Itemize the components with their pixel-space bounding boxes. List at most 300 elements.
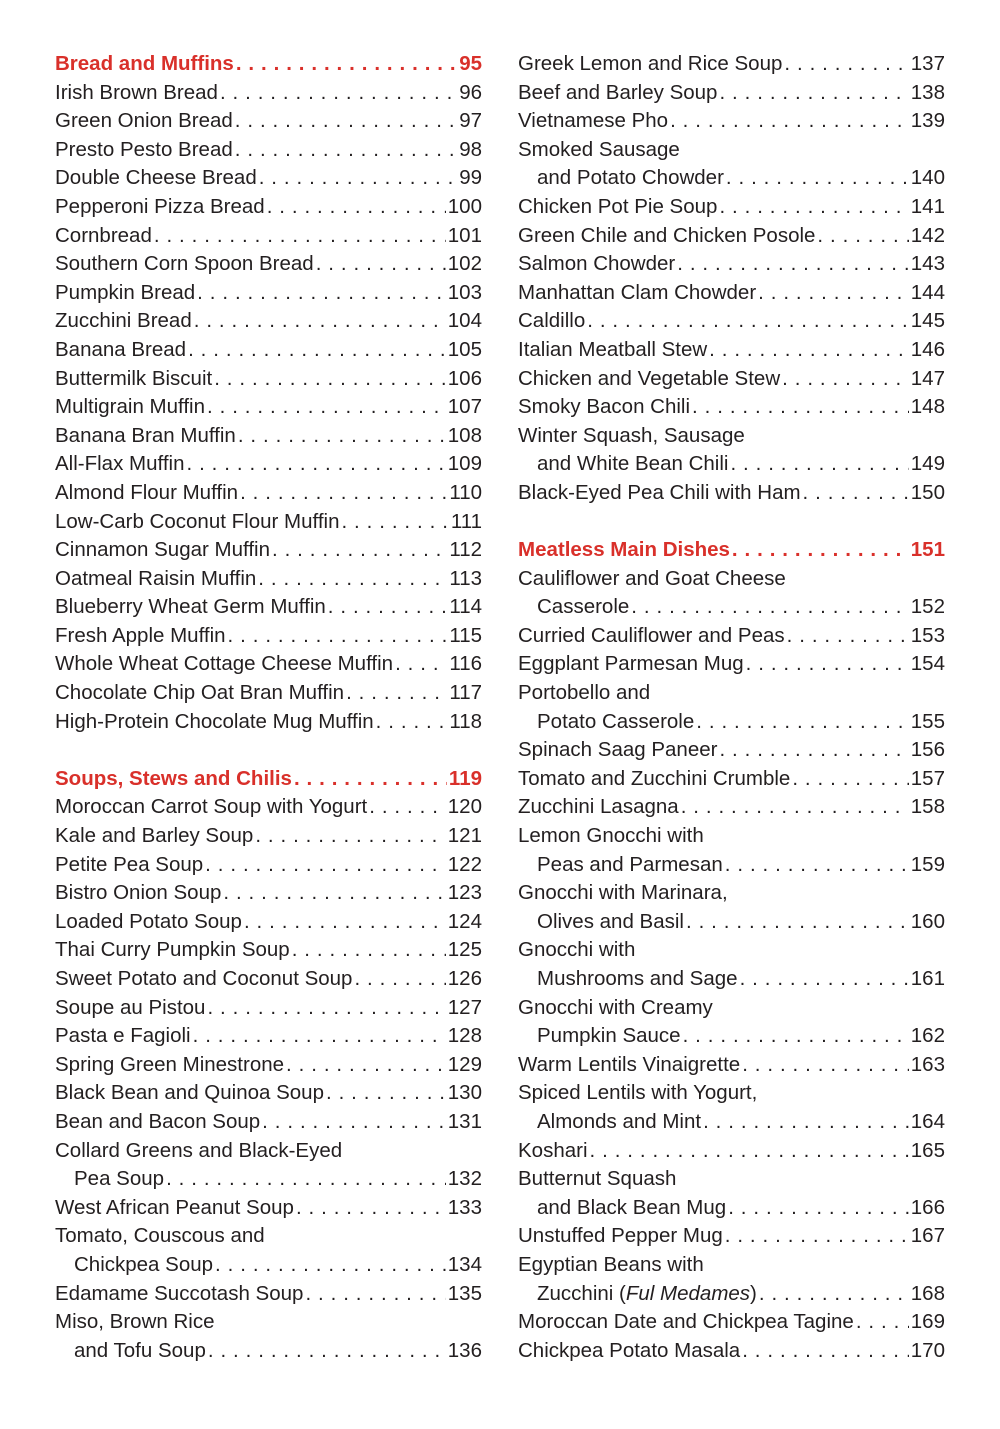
dot-leader bbox=[376, 708, 448, 737]
entry-title: Olives and Basil bbox=[537, 909, 684, 933]
entry-title: Pasta e Fagioli bbox=[55, 1024, 191, 1048]
toc-entry bbox=[55, 1222, 482, 1251]
entry-title: Bean and Bacon Soup bbox=[55, 1109, 261, 1133]
page-number: 156 bbox=[910, 738, 945, 762]
entry-title: Chickpea Soup bbox=[74, 1252, 214, 1276]
page-number: 104 bbox=[447, 309, 482, 333]
toc-entry bbox=[55, 1251, 482, 1280]
toc-entry bbox=[55, 1079, 482, 1108]
dot-leader bbox=[686, 908, 909, 937]
entry-title: and White Bean Chili bbox=[537, 452, 729, 476]
dot-leader bbox=[259, 164, 457, 193]
dot-leader bbox=[208, 1337, 446, 1366]
page-number: 162 bbox=[910, 1024, 945, 1048]
page-number: 112 bbox=[449, 538, 482, 562]
page-number: 141 bbox=[910, 194, 945, 218]
toc-entry bbox=[55, 307, 482, 336]
toc-entry bbox=[55, 908, 482, 937]
dot-leader bbox=[207, 393, 446, 422]
toc-entry bbox=[518, 479, 945, 508]
dot-leader bbox=[292, 936, 446, 965]
toc-entry bbox=[55, 365, 482, 394]
toc-entry bbox=[518, 1280, 945, 1309]
page-number: 128 bbox=[447, 1024, 482, 1048]
page-number: 122 bbox=[447, 852, 482, 876]
dot-leader bbox=[740, 965, 909, 994]
page-number: 134 bbox=[447, 1252, 482, 1276]
entry-title: Italian Meatball Stew bbox=[518, 337, 708, 361]
entry-title: Soupe au Pistou bbox=[55, 995, 206, 1019]
toc-entry bbox=[518, 936, 945, 965]
toc-entry bbox=[518, 565, 945, 594]
dot-leader bbox=[719, 193, 908, 222]
dot-leader bbox=[395, 650, 447, 679]
entry-title: Tomato and Zucchini Crumble bbox=[518, 766, 791, 790]
page-number: 145 bbox=[910, 309, 945, 333]
entry-title: Greek Lemon and Rice Soup bbox=[518, 52, 783, 75]
dot-leader bbox=[244, 908, 446, 937]
page-number: 125 bbox=[447, 938, 482, 962]
entry-title: Portobello and bbox=[518, 681, 651, 705]
toc-entry bbox=[55, 994, 482, 1023]
page-number: 144 bbox=[910, 280, 945, 304]
entry-title: Loaded Potato Soup bbox=[55, 909, 242, 933]
page-number: 148 bbox=[910, 395, 945, 419]
dot-leader bbox=[215, 1251, 446, 1280]
entry-title: Caldillo bbox=[518, 309, 586, 333]
page-number: 151 bbox=[910, 538, 945, 562]
dot-leader bbox=[670, 107, 909, 136]
toc-entry bbox=[55, 136, 482, 165]
dot-leader bbox=[590, 1137, 909, 1166]
page-number: 97 bbox=[459, 109, 482, 133]
toc-entry bbox=[55, 936, 482, 965]
toc-entry bbox=[55, 164, 482, 193]
dot-leader bbox=[188, 336, 446, 365]
page-number: 126 bbox=[447, 967, 482, 990]
dot-leader bbox=[587, 307, 909, 336]
dot-leader bbox=[677, 250, 909, 279]
toc-entry bbox=[55, 508, 482, 537]
toc-entry bbox=[518, 822, 945, 851]
dot-leader bbox=[725, 851, 909, 880]
dot-leader bbox=[719, 79, 908, 108]
entry-title: Blueberry Wheat Germ Muffin bbox=[55, 595, 326, 619]
entry-title: Spiced Lentils with Yogurt, bbox=[518, 1081, 758, 1105]
entry-title: Chickpea Potato Masala bbox=[518, 1338, 741, 1362]
page-number: 116 bbox=[449, 652, 482, 676]
entry-title: Zucchini (Ful Medames) bbox=[537, 1281, 757, 1305]
entry-title: Zucchini Bread bbox=[55, 309, 192, 333]
entry-title: Pumpkin Bread bbox=[55, 280, 196, 304]
page-number: 154 bbox=[910, 652, 945, 676]
dot-leader bbox=[166, 1165, 446, 1194]
entry-title: Black Bean and Quinoa Soup bbox=[55, 1081, 324, 1105]
dot-leader bbox=[369, 793, 446, 822]
dot-leader bbox=[197, 279, 446, 308]
dot-leader bbox=[328, 593, 448, 622]
dot-leader bbox=[803, 479, 909, 508]
toc-entry bbox=[518, 1194, 945, 1223]
entry-title: Fresh Apple Muffin bbox=[55, 623, 226, 647]
entry-title: Bistro Onion Soup bbox=[55, 881, 222, 905]
toc-entry bbox=[518, 393, 945, 422]
toc-entry bbox=[518, 679, 945, 708]
page-number: 158 bbox=[910, 795, 945, 819]
page-number: 132 bbox=[447, 1167, 482, 1191]
dot-leader bbox=[817, 222, 908, 251]
entry-title: Curried Cauliflower and Peas bbox=[518, 623, 785, 647]
toc-entry bbox=[518, 450, 945, 479]
page-number: 103 bbox=[447, 280, 482, 304]
toc-entry bbox=[55, 1108, 482, 1137]
page-number: 95 bbox=[459, 52, 482, 75]
toc-entry bbox=[55, 450, 482, 479]
dot-leader bbox=[294, 765, 447, 794]
page-number: 100 bbox=[447, 194, 482, 218]
toc-entry bbox=[518, 793, 945, 822]
toc-entry bbox=[518, 136, 945, 165]
dot-leader bbox=[784, 50, 908, 79]
section-spacer bbox=[55, 736, 482, 765]
dot-leader bbox=[792, 765, 908, 794]
toc-entry bbox=[518, 1108, 945, 1137]
toc-section-heading bbox=[518, 536, 945, 565]
toc-entry bbox=[55, 679, 482, 708]
toc-entry bbox=[518, 908, 945, 937]
entry-title: Almond Flour Muffin bbox=[55, 480, 239, 504]
dot-leader bbox=[240, 479, 447, 508]
dot-leader bbox=[732, 536, 909, 565]
toc-entry bbox=[518, 107, 945, 136]
dot-leader bbox=[681, 793, 909, 822]
page-number: 152 bbox=[910, 595, 945, 619]
toc-entry bbox=[55, 708, 482, 737]
dot-leader bbox=[326, 1079, 446, 1108]
toc-entry bbox=[55, 336, 482, 365]
page-number: 111 bbox=[450, 509, 482, 533]
page-number: 113 bbox=[449, 566, 482, 590]
toc-entry bbox=[55, 851, 482, 880]
toc-entry bbox=[518, 994, 945, 1023]
dot-leader bbox=[228, 622, 448, 651]
dot-leader bbox=[746, 650, 909, 679]
toc-entry bbox=[518, 736, 945, 765]
toc-entry bbox=[55, 107, 482, 136]
entry-title: Green Onion Bread bbox=[55, 109, 233, 133]
entry-title: Meatless Main Dishes bbox=[518, 538, 730, 562]
toc-entry bbox=[518, 965, 945, 994]
toc-entry bbox=[55, 422, 482, 451]
page-number: 138 bbox=[910, 80, 945, 104]
toc-entry bbox=[518, 50, 945, 79]
entry-title: Buttermilk Biscuit bbox=[55, 366, 213, 390]
toc-entry bbox=[55, 650, 482, 679]
toc-entry bbox=[518, 1251, 945, 1280]
toc-entry bbox=[518, 622, 945, 651]
toc-entry bbox=[518, 765, 945, 794]
entry-title: Smoked Sausage bbox=[518, 137, 680, 161]
dot-leader bbox=[703, 1108, 909, 1137]
page-number: 101 bbox=[447, 223, 482, 247]
page-number: 140 bbox=[910, 166, 945, 190]
entry-title: Double Cheese Bread bbox=[55, 166, 257, 190]
entry-title: Banana Bran Muffin bbox=[55, 423, 236, 447]
dot-leader bbox=[223, 879, 445, 908]
dot-leader bbox=[719, 736, 908, 765]
page-number: 159 bbox=[910, 852, 945, 876]
dot-leader bbox=[235, 136, 457, 165]
entry-title: Pumpkin Sauce bbox=[537, 1024, 681, 1048]
toc-entry bbox=[518, 250, 945, 279]
page-number: 115 bbox=[449, 623, 482, 647]
entry-title: Egyptian Beans with bbox=[518, 1252, 704, 1276]
entry-title: Southern Corn Spoon Bread bbox=[55, 252, 314, 276]
entry-title: and Potato Chowder bbox=[537, 166, 724, 190]
entry-title: Pea Soup bbox=[74, 1167, 165, 1191]
dot-leader bbox=[725, 1222, 909, 1251]
entry-title: Zucchini Lasagna bbox=[518, 795, 679, 819]
entry-title: Cornbread bbox=[55, 223, 152, 247]
dot-leader bbox=[759, 1280, 909, 1309]
page-number: 161 bbox=[910, 967, 945, 990]
page-number: 169 bbox=[910, 1310, 945, 1334]
page-number: 157 bbox=[910, 766, 945, 790]
entry-title: Moroccan Carrot Soup with Yogurt bbox=[55, 795, 368, 819]
toc-entry bbox=[518, 1337, 945, 1366]
entry-title: Gnocchi with Marinara, bbox=[518, 881, 728, 905]
page-number: 139 bbox=[910, 109, 945, 133]
page-number: 170 bbox=[910, 1338, 945, 1362]
entry-title: Potato Casserole bbox=[537, 709, 695, 733]
toc-entry bbox=[55, 1280, 482, 1309]
dot-leader bbox=[709, 336, 909, 365]
page-number: 99 bbox=[459, 166, 482, 190]
entry-title: Chicken and Vegetable Stew bbox=[518, 366, 781, 390]
entry-title: Sweet Potato and Coconut Soup bbox=[55, 967, 353, 990]
entry-title: Winter Squash, Sausage bbox=[518, 423, 745, 447]
toc-entry bbox=[55, 1137, 482, 1166]
toc-entry bbox=[55, 1337, 482, 1366]
entry-title: Unstuffed Pepper Mug bbox=[518, 1224, 723, 1248]
toc-entry bbox=[518, 279, 945, 308]
toc-entry bbox=[55, 793, 482, 822]
dot-leader bbox=[154, 222, 446, 251]
entry-title: Miso, Brown Rice bbox=[55, 1310, 215, 1334]
entry-title: Casserole bbox=[537, 595, 630, 619]
page-number: 117 bbox=[449, 681, 482, 705]
page-number: 133 bbox=[447, 1195, 482, 1219]
dot-leader bbox=[193, 1022, 446, 1051]
entry-title: Pepperoni Pizza Bread bbox=[55, 194, 265, 218]
dot-leader bbox=[258, 565, 447, 594]
entry-title: Cinnamon Sugar Muffin bbox=[55, 538, 270, 562]
entry-title: Spring Green Minestrone bbox=[55, 1052, 285, 1076]
dot-leader bbox=[207, 994, 445, 1023]
entry-title: Whole Wheat Cottage Cheese Muffin bbox=[55, 652, 394, 676]
page-number: 129 bbox=[447, 1052, 482, 1076]
entry-title: Bread and Muffins bbox=[55, 52, 234, 75]
toc-entry bbox=[55, 79, 482, 108]
page-number: 107 bbox=[447, 395, 482, 419]
toc-entry bbox=[55, 536, 482, 565]
page-number: 131 bbox=[447, 1109, 482, 1133]
page-number: 123 bbox=[447, 881, 482, 905]
entry-title: Cauliflower and Goat Cheese bbox=[518, 566, 786, 590]
page-number: 124 bbox=[447, 909, 482, 933]
toc-entry bbox=[55, 965, 482, 994]
dot-leader bbox=[220, 79, 457, 108]
toc-entry bbox=[518, 222, 945, 251]
entry-title: West African Peanut Soup bbox=[55, 1195, 294, 1219]
toc-entry bbox=[518, 365, 945, 394]
toc-entry bbox=[518, 1308, 945, 1337]
page-number: 142 bbox=[910, 223, 945, 247]
entry-title: Kale and Barley Soup bbox=[55, 824, 254, 848]
dot-leader bbox=[758, 279, 909, 308]
page-number: 146 bbox=[910, 337, 945, 361]
dot-leader bbox=[782, 365, 909, 394]
toc-entry bbox=[518, 422, 945, 451]
dot-leader bbox=[194, 307, 446, 336]
dot-leader bbox=[692, 393, 909, 422]
toc-entry bbox=[55, 250, 482, 279]
page-number: 105 bbox=[447, 337, 482, 361]
entry-title: Lemon Gnocchi with bbox=[518, 824, 704, 848]
toc-entry bbox=[55, 1194, 482, 1223]
toc-entry bbox=[55, 1165, 482, 1194]
page-number: 143 bbox=[910, 252, 945, 276]
entry-title: and Tofu Soup bbox=[74, 1338, 206, 1362]
toc-entry bbox=[518, 336, 945, 365]
dot-leader bbox=[262, 1108, 446, 1137]
page-number: 106 bbox=[447, 366, 482, 390]
toc-entry bbox=[518, 593, 945, 622]
page-number: 167 bbox=[910, 1224, 945, 1248]
page-number: 168 bbox=[910, 1281, 945, 1305]
toc-entry bbox=[55, 593, 482, 622]
toc-entry bbox=[55, 822, 482, 851]
dot-leader bbox=[696, 708, 909, 737]
toc-section-heading bbox=[55, 50, 482, 79]
entry-title: Smoky Bacon Chili bbox=[518, 395, 691, 419]
entry-title: Almonds and Mint bbox=[537, 1109, 702, 1133]
toc-entry bbox=[518, 1165, 945, 1194]
page-number: 164 bbox=[910, 1109, 945, 1133]
dot-leader bbox=[742, 1051, 909, 1080]
toc-entry bbox=[55, 565, 482, 594]
page-number: 120 bbox=[447, 795, 482, 819]
section-spacer bbox=[518, 508, 945, 537]
dot-leader bbox=[296, 1194, 446, 1223]
entry-title: Thai Curry Pumpkin Soup bbox=[55, 938, 290, 962]
toc-entry bbox=[55, 1022, 482, 1051]
dot-leader bbox=[187, 450, 446, 479]
dot-leader bbox=[726, 164, 909, 193]
toc-entry bbox=[518, 1222, 945, 1251]
dot-leader bbox=[346, 679, 447, 708]
dot-leader bbox=[856, 1308, 909, 1337]
toc-entry bbox=[55, 393, 482, 422]
toc-entry bbox=[518, 1137, 945, 1166]
entry-title: and Black Bean Mug bbox=[537, 1195, 727, 1219]
toc-entry bbox=[518, 164, 945, 193]
toc-entry bbox=[55, 1051, 482, 1080]
page-number: 108 bbox=[447, 423, 482, 447]
entry-title: Multigrain Muffin bbox=[55, 395, 206, 419]
page-number: 127 bbox=[447, 995, 482, 1019]
entry-title: Chicken Pot Pie Soup bbox=[518, 194, 718, 218]
dot-leader bbox=[341, 508, 448, 537]
toc-entry bbox=[518, 193, 945, 222]
dot-leader bbox=[787, 622, 909, 651]
page-number: 96 bbox=[459, 80, 482, 104]
dot-leader bbox=[235, 107, 457, 136]
entry-title: Tomato, Couscous and bbox=[55, 1224, 265, 1248]
toc-entry bbox=[55, 879, 482, 908]
page-number: 121 bbox=[447, 824, 482, 848]
page-number: 110 bbox=[449, 480, 482, 504]
entry-title: Chocolate Chip Oat Bran Muffin bbox=[55, 681, 345, 705]
entry-title: Low-Carb Coconut Flour Muffin bbox=[55, 509, 340, 533]
entry-title: Koshari bbox=[518, 1138, 588, 1162]
toc-entry bbox=[55, 622, 482, 651]
dot-leader bbox=[742, 1337, 909, 1366]
entry-title: Peas and Parmesan bbox=[537, 852, 723, 876]
toc-entry bbox=[55, 222, 482, 251]
toc-section-heading bbox=[55, 765, 482, 794]
entry-title: Spinach Saag Paneer bbox=[518, 738, 718, 762]
entry-title: High-Protein Chocolate Mug Muffin bbox=[55, 709, 374, 733]
entry-title: Gnocchi with Creamy bbox=[518, 995, 713, 1019]
entry-title: Petite Pea Soup bbox=[55, 852, 204, 876]
toc-entry bbox=[518, 708, 945, 737]
page-number: 160 bbox=[910, 909, 945, 933]
entry-title: Soups, Stews and Chilis bbox=[55, 766, 292, 790]
entry-title: Green Chile and Chicken Posole bbox=[518, 223, 816, 247]
page-number: 153 bbox=[910, 623, 945, 647]
dot-leader bbox=[214, 365, 446, 394]
dot-leader bbox=[631, 593, 908, 622]
page-number: 118 bbox=[449, 709, 482, 733]
toc-entry bbox=[518, 879, 945, 908]
entry-title: Warm Lentils Vinaigrette bbox=[518, 1052, 741, 1076]
page-number: 150 bbox=[910, 480, 945, 504]
toc-entry bbox=[518, 79, 945, 108]
dot-leader bbox=[238, 422, 446, 451]
page-number: 163 bbox=[910, 1052, 945, 1076]
toc-entry bbox=[55, 279, 482, 308]
page-number: 137 bbox=[910, 52, 945, 75]
entry-title: Salmon Chowder bbox=[518, 252, 676, 276]
dot-leader bbox=[683, 1022, 909, 1051]
dot-leader bbox=[728, 1194, 909, 1223]
entry-title: Moroccan Date and Chickpea Tagine bbox=[518, 1310, 854, 1334]
toc-entry bbox=[518, 1079, 945, 1108]
toc-left-column bbox=[55, 50, 482, 1365]
entry-title: Presto Pesto Bread bbox=[55, 137, 233, 161]
toc-entry bbox=[518, 650, 945, 679]
dot-leader bbox=[272, 536, 447, 565]
toc-entry bbox=[518, 851, 945, 880]
toc-entry bbox=[518, 1022, 945, 1051]
dot-leader bbox=[205, 851, 446, 880]
dot-leader bbox=[255, 822, 445, 851]
entry-title: Beef and Barley Soup bbox=[518, 80, 718, 104]
page-number: 135 bbox=[447, 1281, 482, 1305]
entry-title: Manhattan Clam Chowder bbox=[518, 280, 757, 304]
entry-title: Vietnamese Pho bbox=[518, 109, 669, 133]
